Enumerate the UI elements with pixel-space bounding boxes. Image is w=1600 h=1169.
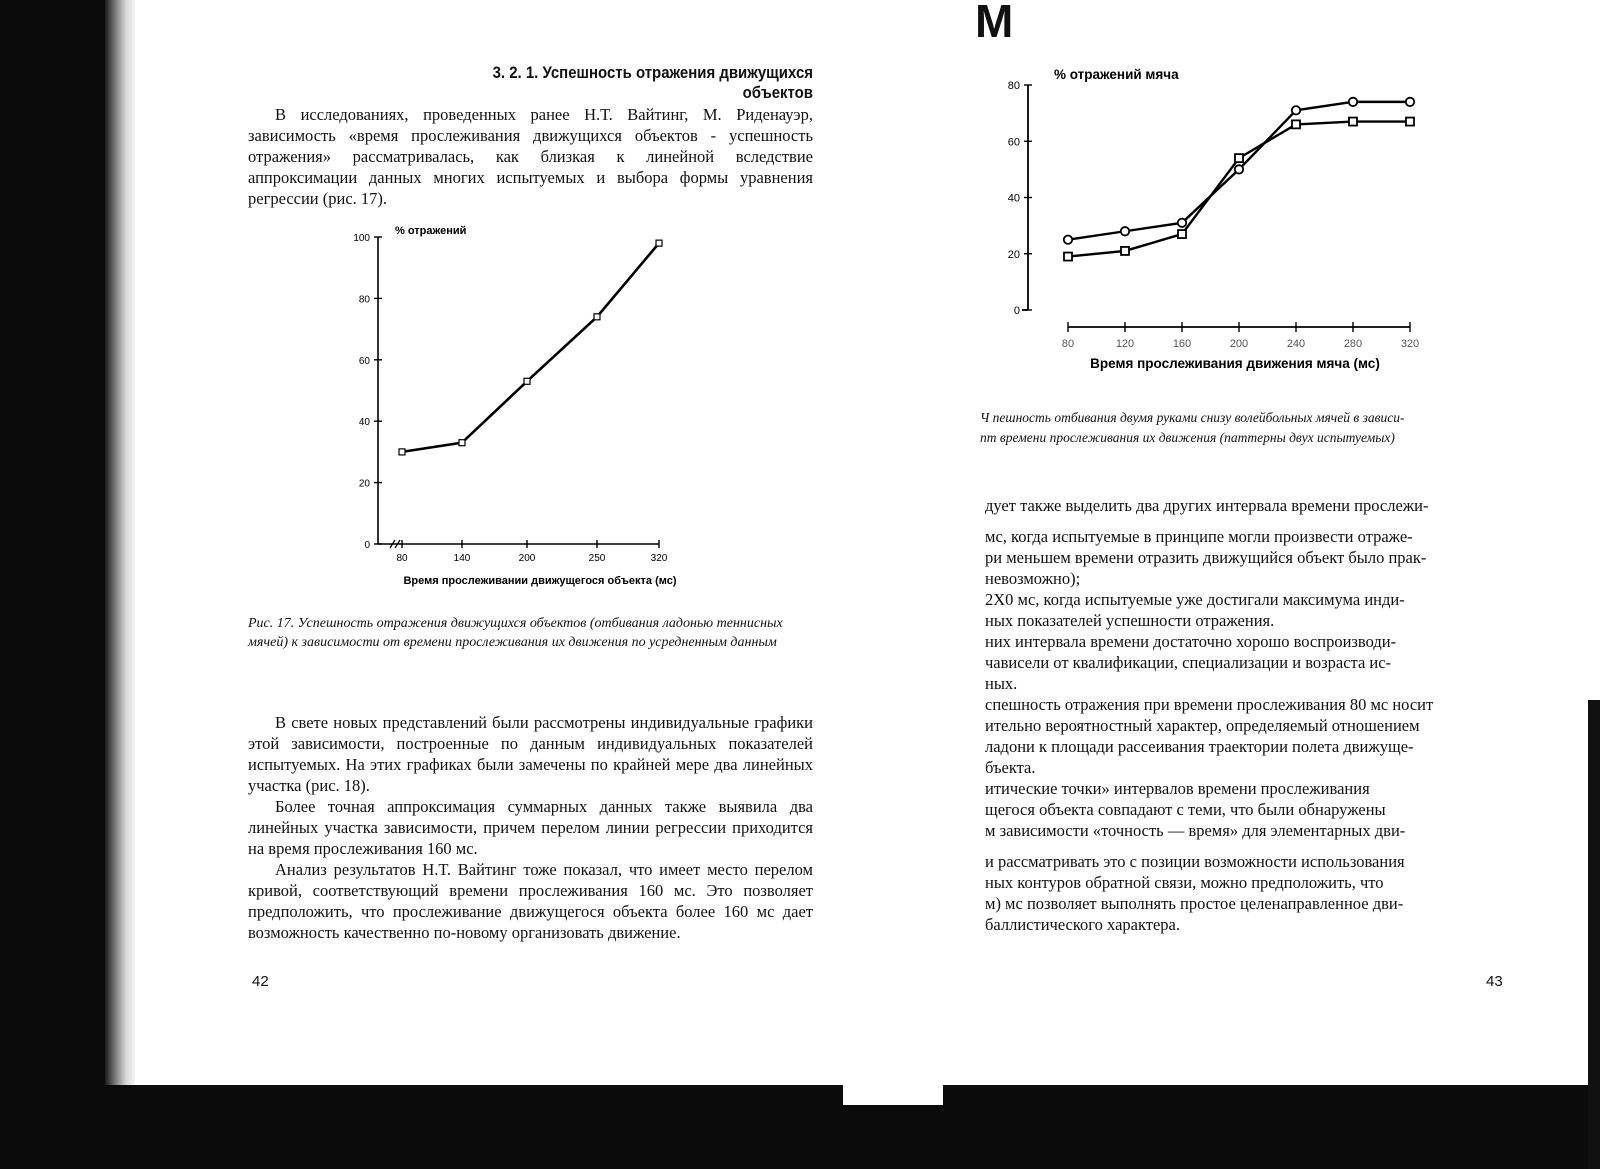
- figure-17-point: [594, 314, 600, 320]
- figure-17-point: [656, 240, 662, 246]
- right-text-line: бъекта.: [985, 758, 1036, 777]
- figure-18-y-tick-label: 0: [1013, 305, 1020, 317]
- figure-18-point-circle: [1121, 227, 1129, 235]
- right-text-line: мс, когда испытуемые в принципе могли произвести отраже-: [985, 527, 1413, 546]
- right-text-line: ных контуров обратной связи, можно предположить, что: [985, 873, 1384, 892]
- figure-17-caption: Рис. 17. Успешность отражения движущихся объектов (отбивания ладонью теннисных мячей) к зависимости от времени прослеживания их движения по усредненным данным: [248, 616, 783, 650]
- figure-18-point-circle: [1064, 235, 1072, 243]
- figure-18-point-square: [1292, 120, 1300, 128]
- right-page-text: [985, 495, 1505, 935]
- figure-17-x-tick-label: 200: [518, 553, 536, 564]
- right-text-line: них интервала времени достаточно хорошо воспроизводи-: [985, 632, 1397, 651]
- right-text-line: ри меньшем времени отразить движущийся объект было прак-: [985, 548, 1427, 567]
- section-heading: 3. 2. 1. Успешность отражения движущихся объектов: [492, 63, 813, 102]
- figure-18-y-tick-label: 40: [1007, 192, 1020, 205]
- right-text-line: дует также выделить два других интервала времени прослежи-: [985, 496, 1429, 515]
- page-number-left: 42: [252, 973, 269, 990]
- figure-18-point-square: [1064, 253, 1072, 261]
- right-text-line: щегося объекта совпадают с теми, что были обнаружены: [985, 800, 1386, 819]
- right-text-line: м) мс позволяет выполнять простое целенаправленное дви-: [985, 894, 1404, 913]
- figure-17-point: [459, 440, 465, 446]
- figure-18-x-tick-label: 240: [1286, 338, 1306, 350]
- figure-18-caption-line-1: Ч пешность отбивания двумя руками снизу волейбольных мячей в зависи-: [980, 410, 1405, 425]
- figure-17-xlabel: Время прослеживании движущегося объекта (мс): [403, 575, 677, 587]
- scan-shadow-right: [1588, 700, 1600, 1169]
- figure-17-ylabel: % отражений: [395, 225, 467, 237]
- right-text-line: ных показателей успешности отражения.: [985, 611, 1275, 630]
- right-text-line: чависели от квалификации, специализации и возраста ис-: [985, 653, 1392, 672]
- figure-18-x-tick-label: 80: [1061, 338, 1075, 350]
- figure-17-x-tick-label: 80: [396, 553, 408, 564]
- figure-18-x-tick-label: 280: [1343, 338, 1363, 350]
- figure-17-y-tick-label: 20: [358, 478, 370, 490]
- corner-letter: М: [975, 0, 1014, 47]
- scan-shadow-bottom: [0, 1085, 1600, 1169]
- paragraph-3: Более точная аппроксимация суммарных данных также выявила два линейных участка зависимости, причем перелом линии регрессии приходится на время прослеживания 160 мс.: [248, 797, 813, 858]
- right-text-line: ительно вероятностный характер, определяемый отношением: [985, 716, 1420, 735]
- scan-shadow-left: [0, 0, 105, 1169]
- figure-18-x-tick-label: 120: [1115, 338, 1135, 350]
- figure-18-x-tick-label: 200: [1229, 338, 1249, 350]
- figure-17-x-tick-label: 320: [650, 553, 668, 564]
- right-text-line: баллистического характера.: [985, 915, 1181, 934]
- figure-18-point-circle: [1349, 98, 1357, 106]
- figure-17-y-tick-label: 100: [353, 233, 370, 244]
- paragraph-1: [248, 104, 813, 209]
- figure-18-point-circle: [1178, 219, 1186, 227]
- paragraph-1-text: В исследованиях, проведенных ранее Н.Т. Вайтинг, М. Риденауэр, зависимость «время прослеживания движущихся объектов - успешность отражения» рассматривалась, как близкая к линейной вследствие аппроксимации данных многих испытуемых и выбора формы уравнения регрессии (рис. 17).: [248, 105, 813, 208]
- figure-18-svg: [1000, 62, 1440, 382]
- figure-17-y-tick-label: 40: [358, 417, 370, 429]
- right-text-line: невозможно);: [985, 569, 1081, 588]
- right-text-line: м зависимости «точность — время» для элементарных дви-: [985, 821, 1406, 840]
- figure-17-y-tick-label: 60: [358, 355, 370, 367]
- figure-18-ylabel: % отражений мяча: [1054, 67, 1179, 82]
- right-text-line: итические точки» интервалов времени прослеживания: [985, 779, 1370, 798]
- figure-18-point-square: [1235, 154, 1243, 162]
- figure-18-point-circle: [1235, 165, 1243, 173]
- figure-17-y-tick-label: 80: [358, 294, 370, 306]
- figure-18-caption: [980, 408, 1510, 448]
- figure-17-x-tick-label: 250: [588, 553, 606, 564]
- figure-17-chart: [340, 222, 700, 592]
- figure-18-point-circle: [1292, 106, 1300, 114]
- figure-18-chart: [1000, 62, 1440, 382]
- figure-18-point-square: [1121, 247, 1129, 255]
- paragraph-group-left: [248, 712, 813, 943]
- scan-binding-gradient: [105, 0, 135, 1169]
- figure-18-y-tick-label: 80: [1007, 80, 1020, 92]
- figure-18-xlabel: Время прослеживания движения мяча (мс): [1090, 356, 1380, 371]
- figure-18-point-square: [1349, 118, 1357, 126]
- right-text-line: 2Х0 мс, когда испытуемые уже достигали максимума инди-: [985, 590, 1405, 609]
- figure-18-point-square: [1178, 230, 1186, 238]
- figure-18-point-circle: [1406, 98, 1414, 106]
- right-text-line: ных.: [985, 674, 1018, 693]
- figure-17-svg: [340, 222, 700, 592]
- figure-17-y-tick-label: 0: [364, 540, 370, 551]
- figure-17-point: [524, 378, 530, 384]
- right-text-line: спешность отражения при времени прослеживания 80 мс носит: [985, 695, 1434, 714]
- figure-18-point-square: [1406, 118, 1414, 126]
- figure-18-caption-line-2: пт времени прослеживания их движения (паттерны двух испытуемых): [980, 430, 1395, 445]
- figure-17-x-tick-label: 140: [453, 553, 471, 564]
- figure-17-point: [399, 449, 405, 455]
- scan-shadow-gap: [843, 1085, 943, 1105]
- figure-18-y-tick-label: 60: [1007, 136, 1020, 149]
- figure-18-series-line: [1068, 122, 1410, 257]
- right-text-line: ладони к площади рассеивания траектории полета движуще-: [985, 737, 1414, 756]
- figure-18-x-tick-label: 160: [1172, 338, 1192, 350]
- page-number-right: 43: [1486, 973, 1503, 990]
- figure-17-series-line: [402, 243, 659, 452]
- figure-18-x-tick-label: 320: [1400, 338, 1420, 350]
- paragraph-2: В свете новых представлений были рассмотрены индивидуальные графики этой зависимости, построенные по данным индивидуальных показателей испытуемых. На этих графиках были замечены по крайней мере два линейных участка (рис. 18).: [248, 713, 813, 795]
- figure-18-y-tick-label: 20: [1007, 248, 1020, 261]
- paragraph-4: Анализ результатов Н.Т. Вайтинг тоже показал, что имеет место перелом кривой, соответствующий времени прослеживания 160 мс. Это позволяет предположить, что прослеживание движущегося объекта более 160 мс дает возможность качественно по-новому организовать движение.: [248, 860, 813, 942]
- right-text-line: и рассматривать это с позиции возможности использования: [985, 852, 1405, 871]
